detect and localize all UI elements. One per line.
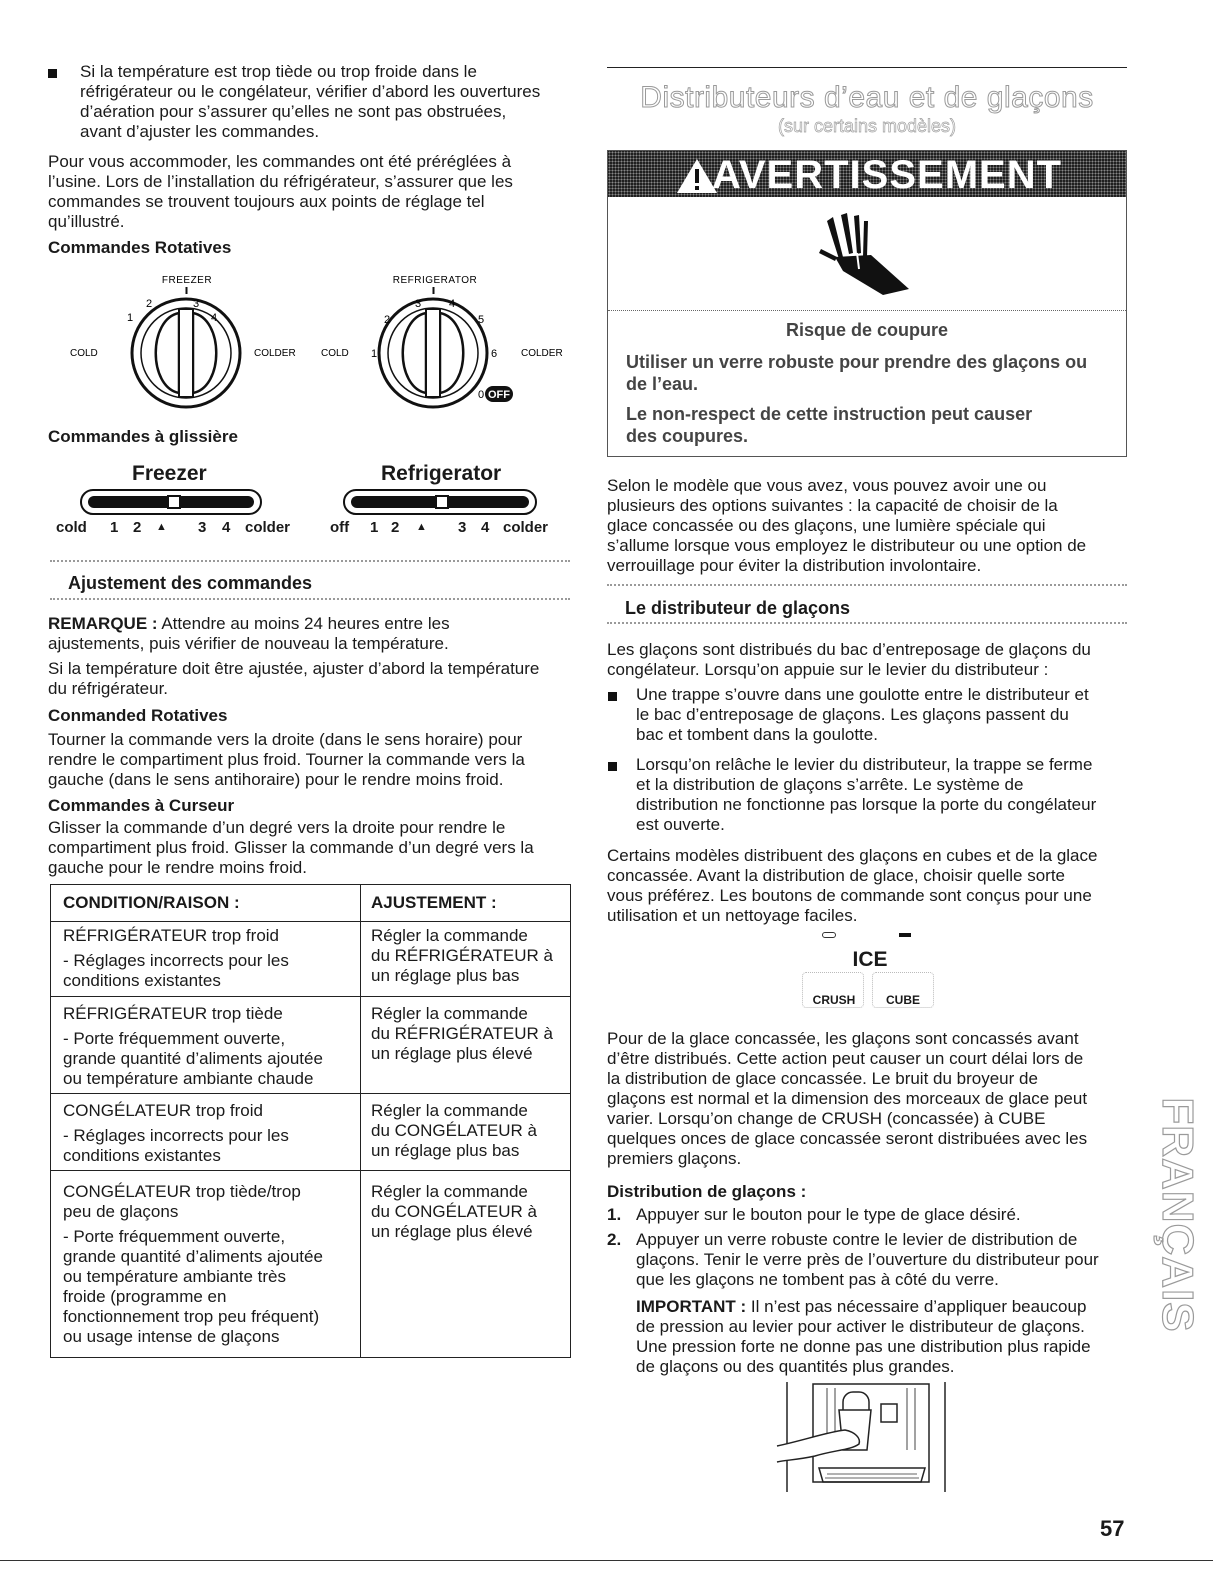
table-cell-line: du RÉFRIGÉRATEUR à [371, 946, 554, 965]
table-cell-line: conditions existantes [63, 1146, 221, 1165]
table-cell-line: ou température ambiante chaude [63, 1069, 314, 1088]
text-line: du réfrigérateur. [48, 679, 169, 698]
freezer-slider [80, 489, 262, 515]
table-cell-line: du CONGÉLATEUR à [371, 1202, 537, 1221]
text-line: Utiliser un verre robuste pour prendre des glaçons ou [626, 352, 1088, 372]
curseur-paragraph [48, 818, 578, 878]
dispenser-illustration [775, 1380, 955, 1495]
page-number: 57 [1100, 1516, 1125, 1541]
table-cell-line: Régler la commande [371, 926, 528, 945]
text-line: de pression au levier pour activer le distributeur de glaçons. [636, 1317, 1085, 1336]
bullet-text [636, 685, 1126, 745]
intro-bullet-text [80, 62, 580, 142]
refrigerator-cold-label: COLD [321, 348, 349, 359]
text-line: glace concassée ou des glaçons, une lumière spéciale qui [607, 516, 1046, 535]
scale-marker: ▲ [416, 521, 427, 533]
divider [50, 598, 570, 600]
freezer-dial-indicator [186, 287, 188, 294]
scale-label: 1 [110, 519, 119, 536]
heading-commandes-rotatives: Commandes Rotatives [48, 238, 232, 257]
scale-label: 1 [370, 519, 379, 536]
text-line: Si la température est trop tiède ou trop froide dans le [80, 62, 477, 81]
distributeur-paragraph [607, 640, 1132, 680]
text-line: Une pression forte ne donne pas une distribution plus rapide [636, 1337, 1091, 1356]
warning-box [607, 150, 1127, 457]
freezer-cold-label: COLD [70, 348, 98, 359]
table-cell-line: froide (programme en [63, 1287, 227, 1306]
table-cell-line: CONGÉLATEUR trop froid [63, 1101, 263, 1120]
table-cell-line: - Porte fréquemment ouverte, [63, 1227, 286, 1246]
heading-distributeur: Le distributeur de glaçons [625, 598, 851, 618]
table-cell-line: un réglage plus bas [371, 1141, 520, 1160]
scale-label: 4 [222, 519, 231, 536]
text-line: Pour vous accommoder, les commandes ont été préréglées à [48, 152, 512, 171]
preset-paragraph [48, 152, 578, 232]
scale-label: 4 [481, 519, 490, 536]
freezer-slider-title: Freezer [132, 462, 207, 485]
text-line: gauche (dans le sens antihoraire) pour le rendre moins froid. [48, 770, 504, 789]
table-cell-line: ou température ambiante très [63, 1267, 287, 1286]
text-line: réfrigérateur ou le congélateur, vérifier d’abord les ouvertures [80, 82, 541, 101]
table-row-adjustment [371, 1004, 566, 1064]
ice-label: ICE [852, 948, 888, 971]
text-line: congélateur. Lorsqu’on appuie sur le levier du distributeur : [607, 660, 1049, 679]
text-line: gauche pour le rendre moins froid. [48, 858, 307, 877]
step-number: 1. [607, 1205, 622, 1224]
table-cell-line: - Réglages incorrects pour les [63, 1126, 289, 1145]
step-text: Appuyer sur le bouton pour le type de glace désiré. [636, 1205, 1021, 1224]
refrigerator-slider [343, 489, 537, 515]
text-line: concassée. Avant la distribution de glace, choisir quelle sorte [607, 866, 1066, 885]
step-text [636, 1230, 1131, 1290]
cube-indicator-icon [899, 933, 911, 937]
scale-label: colder [503, 519, 549, 536]
text-line: d’aération pour s’assurer qu’elles ne sont pas obstruées, [80, 102, 507, 121]
text-line: Une trappe s’ouvre dans une goulotte entre le distributeur et [636, 685, 1089, 704]
heading-commandes-curseur: Commandes à Curseur [48, 796, 235, 815]
heading-distribution: Distribution de glaçons : [607, 1182, 807, 1201]
text-line: distribution ne fonctionne pas lorsque la porte du congélateur [636, 795, 1097, 814]
text-line: le bac d’entreposage de glaçons. Les glaçons passent du [636, 705, 1069, 724]
text-line: varier. Lorsqu’on change de CRUSH (concassée) à CUBE [607, 1109, 1046, 1128]
text-line: compartiment plus froid. Glisser la commande d’un degré vers la [48, 838, 534, 857]
divider [607, 584, 1127, 586]
heading-conmanded-rotatives: Conmanded Rotatives [48, 706, 228, 725]
table-cell-line: un réglage plus bas [371, 966, 520, 985]
freezer-dial-num: 1 [127, 312, 134, 324]
warning-text-1 [626, 351, 1121, 395]
important-label: IMPORTANT : [636, 1297, 747, 1316]
table-cell-line: conditions existantes [63, 971, 221, 990]
text-line: plusieurs des options suivantes : la capacité de choisir de la [607, 496, 1058, 515]
table-row [63, 1101, 355, 1166]
text-line: premiers glaçons. [607, 1149, 742, 1168]
text-line: Attendre au moins 24 heures entre les [157, 614, 450, 633]
bullet-marker [608, 762, 617, 771]
freezer-dial-num: 2 [146, 298, 153, 310]
scale-label: off [330, 519, 350, 536]
table-row-adjustment [371, 1182, 566, 1242]
important-paragraph [636, 1297, 1131, 1377]
adjustment-table [50, 884, 571, 1358]
divider [607, 622, 1127, 624]
text-line: glaçons est normal et la dimension des morceaux de glace peut [607, 1089, 1088, 1108]
refrigerator-dial-num: 4 [449, 298, 456, 310]
text-line: Certains modèles distribuent des glaçons en cubes et de la glace [607, 846, 1098, 865]
table-cell-line: Régler la commande [371, 1182, 528, 1201]
freezer-slider-knob [167, 495, 181, 509]
heading-commandes-glissiere: Commandes à glissière [48, 427, 238, 446]
warning-risk: Risque de coupure [785, 320, 949, 340]
table-row-adjustment [371, 1101, 566, 1161]
table-cell-line: du RÉFRIGÉRATEUR à [371, 1024, 554, 1043]
text-line: vous préférez. Les boutons de commande sont conçus pour une [607, 886, 1092, 905]
text-line: avant d’ajuster les commandes. [80, 122, 320, 141]
text-line: s’allume lorsque vous employez le distributeur ou une option de [607, 536, 1087, 555]
refrigerator-dial-indicator [433, 287, 435, 294]
freezer-dial [70, 275, 296, 407]
heading-ajustement: Ajustement des commandes [68, 573, 313, 593]
section-rule [607, 67, 1127, 68]
section-subtitle: (sur certains modèles) [777, 116, 957, 136]
footer-rule [0, 1560, 1213, 1561]
remarque-label: REMARQUE : [48, 614, 158, 633]
table-cell-line: grande quantité d’aliments ajoutée [63, 1247, 323, 1266]
refrigerator-dial-num: 5 [478, 314, 485, 326]
freezer-dial-num: 3 [193, 298, 200, 310]
scale-label: 2 [391, 519, 400, 536]
table-cell-line: fonctionnement trop peu fréquent) [63, 1307, 320, 1326]
rotary-dials-figure [40, 265, 580, 425]
text-line: des coupures. [626, 426, 749, 446]
refrigerator-dial-num: 6 [491, 348, 498, 360]
language-side-tab [1142, 1070, 1204, 1360]
text-line: verrouillage pour éviter la distribution involontaire. [607, 556, 982, 575]
table-cell-line: CONGÉLATEUR trop tiède/trop [63, 1182, 301, 1201]
table-cell-line: ou usage intense de glaçons [63, 1327, 280, 1346]
table-cell-line: Régler la commande [371, 1004, 528, 1023]
scale-label: colder [245, 519, 291, 536]
text-line: d’être distribués. Cette action peut causer un court délai lors de [607, 1049, 1084, 1068]
text-line: Le non-respect de cette instruction peut causer [626, 404, 1033, 424]
bullet-text [636, 755, 1126, 835]
freezer-dial-label: FREEZER [161, 275, 213, 286]
section-title: Distributeurs d’eau et de glaçons [640, 81, 1094, 114]
table-cell-line: - Porte fréquemment ouverte, [63, 1029, 286, 1048]
freezer-colder-label: COLDER [254, 348, 296, 359]
text-line: qu’illustré. [48, 212, 125, 231]
divider [50, 560, 570, 562]
step-number: 2. [607, 1230, 622, 1249]
refrigerator-dial-num: 3 [415, 298, 422, 310]
text-line: Il n’est pas nécessaire d’appliquer beaucoup [746, 1297, 1087, 1316]
refrigerator-dial-num: 1 [371, 348, 378, 360]
text-line: commandes se trouvent toujours aux points de réglage tel [48, 192, 485, 211]
text-line: Lorsqu’on relâche le levier du distributeur, la trappe se ferme [636, 755, 1093, 774]
text-line: Appuyer un verre robuste contre le levier de distribution de [636, 1230, 1078, 1249]
text-line: Selon le modèle que vous avez, vous pouvez avoir une ou [607, 476, 1047, 495]
text-line: l’usine. Lors de l’installation du réfrigérateur, s’assurer que les [48, 172, 513, 191]
table-cell-line: - Réglages incorrects pour les [63, 951, 289, 970]
scale-label: cold [56, 519, 87, 536]
refrigerator-slider-knob [435, 495, 449, 509]
text-line: Si la température doit être ajustée, ajuster d’abord la température [48, 659, 540, 678]
hand-cut-hazard-icon [813, 209, 923, 299]
text-line: que les glaçons ne tombent pas à côté du verre. [636, 1270, 999, 1289]
scale-label: 3 [458, 519, 467, 536]
refrigerator-dial-num: 0 [478, 389, 485, 401]
table-row-adjustment [371, 926, 566, 986]
refrigerator-colder-label: COLDER [521, 348, 563, 359]
refrigerator-slider-title: Refrigerator [381, 462, 502, 485]
freezer-dial-num: 4 [211, 312, 218, 324]
refrigerator-dial-label: REFRIGERATOR [392, 275, 478, 286]
table-cell-line: Régler la commande [371, 1101, 528, 1120]
table-cell-line: RÉFRIGÉRATEUR trop tiède [63, 1004, 283, 1023]
text-line: et la distribution de glaçons s’arrête. Le système de [636, 775, 1024, 794]
refrigerator-dial-num: 2 [384, 314, 391, 326]
text-line: ajustements, puis vérifier de nouveau la température. [48, 634, 449, 653]
crush-label: CRUSH [812, 993, 856, 1007]
remarque-paragraph [48, 614, 578, 654]
text-line: Pour de la glace concassée, les glaçons sont concassés avant [607, 1029, 1079, 1048]
text-line: la distribution de glace concassée. Le bruit du broyeur de [607, 1069, 1038, 1088]
table-cell-line: un réglage plus élevé [371, 1222, 533, 1241]
table-cell-line: peu de glaçons [63, 1202, 179, 1221]
table-row [63, 1182, 355, 1347]
text-line: glaçons. Tenir le verre près de l’ouverture du distributeur pour [636, 1250, 1099, 1269]
scale-marker: ▲ [156, 521, 167, 533]
rotatives-paragraph [48, 730, 578, 790]
off-badge-text: OFF [488, 389, 510, 401]
text-line: de l’eau. [626, 374, 699, 394]
ajuster-paragraph [48, 659, 578, 699]
cube-label: CUBE [885, 993, 920, 1007]
warning-title: AVERTISSEMENT [711, 153, 1063, 197]
bullet-marker [608, 692, 617, 701]
table-row [63, 1004, 355, 1089]
text-line: Tourner la commande vers la droite (dans le sens horaire) pour [48, 730, 523, 749]
text-line: utilisation et un nettoyage faciles. [607, 906, 858, 925]
table-cell-line: un réglage plus élevé [371, 1044, 533, 1063]
warning-text-2 [626, 403, 1121, 447]
options-paragraph [607, 476, 1132, 576]
text-line: Les glaçons sont distribués du bac d’entreposage de glaçons du [607, 640, 1091, 659]
text-line: rendre le compartiment plus froid. Tourner la commande vers la [48, 750, 525, 769]
bullet-marker [48, 69, 57, 78]
crush-indicator-icon [822, 932, 836, 938]
text-line: est ouverte. [636, 815, 725, 834]
ice-panel [800, 926, 940, 1016]
concassee-paragraph [607, 1029, 1132, 1169]
scale-label: 2 [133, 519, 142, 536]
table-cell-line: du CONGÉLATEUR à [371, 1121, 537, 1140]
text-line: bac et tombent dans la goulotte. [636, 725, 878, 744]
table-header-ajustement: AJUSTEMENT : [371, 893, 497, 912]
text-line: de glaçons ou des quantités plus grandes. [636, 1357, 955, 1376]
scale-label: 3 [198, 519, 207, 536]
table-cell-line: RÉFRIGÉRATEUR trop froid [63, 926, 280, 945]
text-line: Glisser la commande d’un degré vers la droite pour rendre le [48, 818, 506, 837]
table-row [63, 926, 355, 991]
table-header-condition: CONDITION/RAISON : [63, 893, 240, 912]
certains-paragraph [607, 846, 1132, 926]
table-cell-line: grande quantité d’aliments ajoutée [63, 1049, 323, 1068]
text-line: quelques onces de glace concassée seront distribuées avec les [607, 1129, 1088, 1148]
language-side-tab-label: FRANÇAIS [1153, 1097, 1202, 1333]
refrigerator-dial [321, 275, 563, 407]
